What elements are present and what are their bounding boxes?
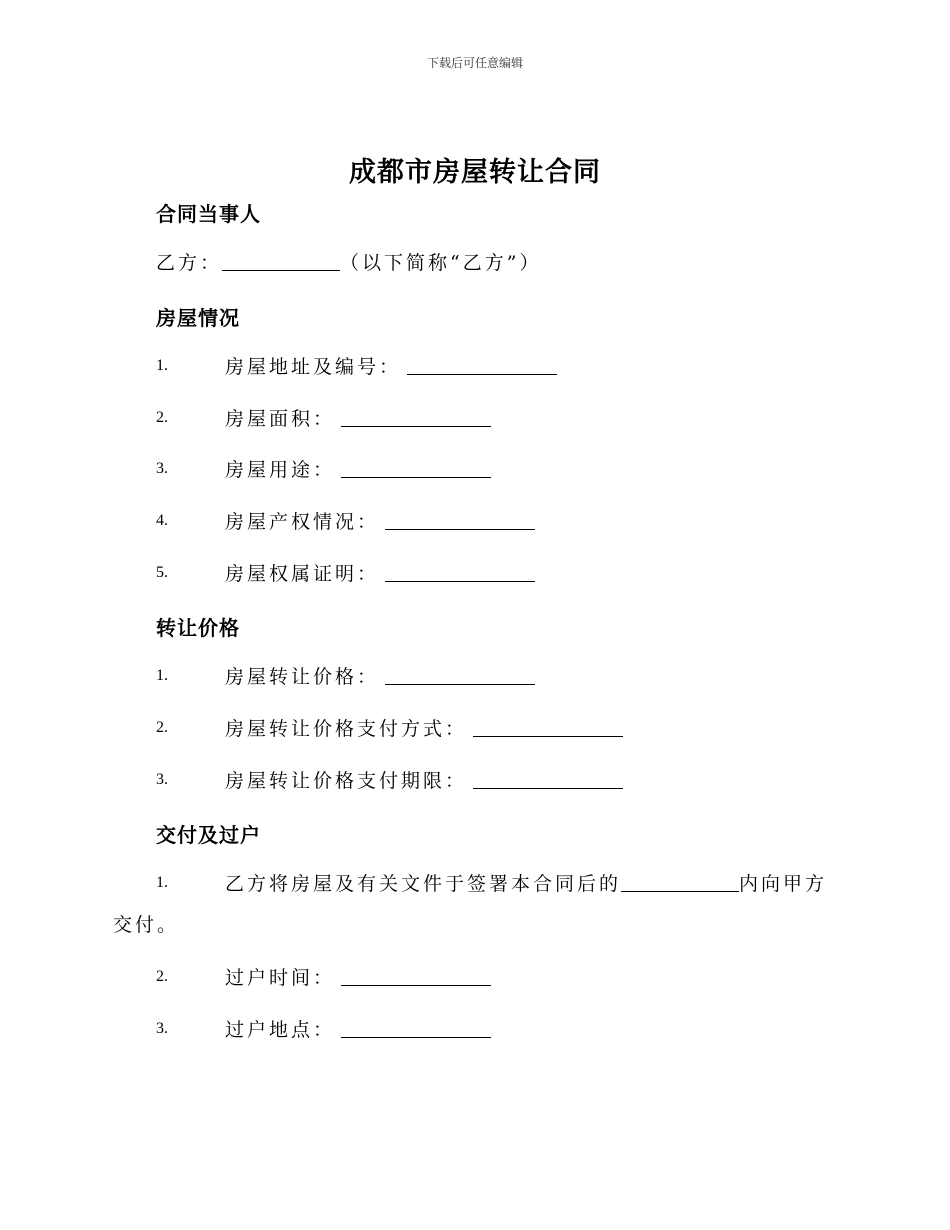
section-heading-parties: 合同当事人 [156,202,261,226]
list-item [225,1017,491,1042]
item-label: 房屋转让价格支付方式： [225,718,468,740]
list-number: 3. [156,460,168,477]
item-label: 房屋面积： [225,408,336,430]
list-item [225,871,827,896]
document-title: 成都市房屋转让合同 [349,157,601,188]
list-item [225,768,623,793]
list-item [225,509,535,534]
list-item [225,457,491,482]
fill-blank[interactable] [341,1017,491,1038]
fill-blank[interactable] [473,768,623,789]
item-label: 过户地点： [225,1019,336,1041]
list-item [225,664,535,689]
item-label: 房屋产权情况： [225,511,380,533]
list-item [225,406,491,431]
section-heading-price: 转让价格 [156,616,240,640]
item-text-before: 乙方将房屋及有关文件于签署本合同后的 [225,873,622,895]
fill-blank[interactable] [341,965,491,986]
list-number: 5. [156,564,168,581]
fill-blank[interactable] [341,457,491,478]
item-text-after: 内向甲方 [739,873,828,895]
list-number: 4. [156,512,168,529]
section-heading-delivery: 交付及过户 [156,823,261,847]
list-number: 3. [156,1020,168,1037]
list-item [225,354,557,379]
item-label: 房屋转让价格： [225,666,380,688]
list-number: 2. [156,968,168,985]
fill-blank[interactable] [385,664,535,685]
party-b-suffix: （以下简称“乙方”） [340,252,542,274]
party-b-label: 乙方： [156,252,223,274]
list-item [225,561,535,586]
list-number: 1. [156,357,168,374]
fill-blank[interactable] [385,509,535,530]
fill-blank[interactable] [341,406,491,427]
list-item [225,716,623,741]
page-header: 下载后可任意编辑 [426,56,523,70]
party-b-line [156,250,541,275]
list-number: 3. [156,771,168,788]
fill-blank[interactable] [407,354,557,375]
item-label: 房屋用途： [225,459,336,481]
item-label: 房屋权属证明： [225,563,380,585]
list-number: 1. [156,667,168,684]
list-number: 2. [156,409,168,426]
item-label: 过户时间： [225,967,336,989]
list-number: 1. [156,874,168,891]
section-heading-property: 房屋情况 [156,306,240,330]
list-number: 2. [156,719,168,736]
party-b-blank[interactable] [222,250,340,271]
fill-blank[interactable] [385,561,535,582]
item-continuation: 交付。 [113,914,180,936]
fill-blank[interactable] [621,871,739,892]
fill-blank[interactable] [473,716,623,737]
item-label: 房屋转让价格支付期限： [225,770,468,792]
item-label: 房屋地址及编号： [225,356,402,378]
list-item [225,965,491,990]
